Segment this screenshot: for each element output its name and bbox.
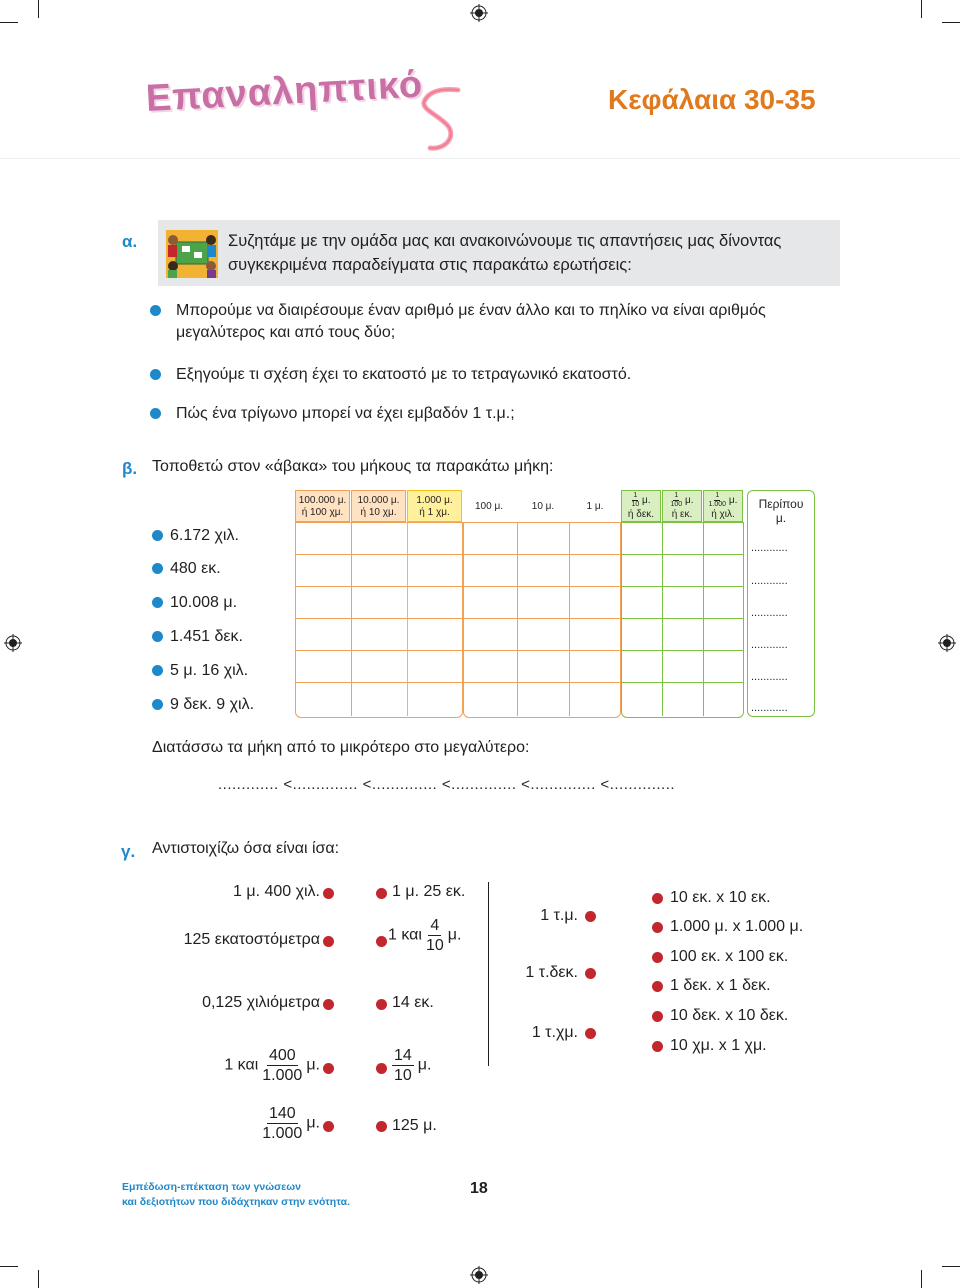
approx-blank[interactable]: ............ bbox=[751, 671, 788, 683]
bullet-icon bbox=[152, 530, 163, 541]
registration-mark-icon bbox=[470, 4, 488, 22]
abacus-header: 1 μ. bbox=[569, 490, 621, 522]
bullet-icon bbox=[150, 369, 161, 380]
abacus-header: 1.000 μ. ή 1 χμ. bbox=[407, 490, 462, 522]
crop-line bbox=[38, 0, 39, 18]
match-dot[interactable] bbox=[652, 952, 663, 963]
match-dot[interactable] bbox=[376, 888, 387, 899]
crop-line bbox=[921, 0, 922, 18]
match-item[interactable]: 1.000 μ. x 1.000 μ. bbox=[670, 918, 804, 935]
footer-line: Εμπέδωση-επέκταση των γνώσεων bbox=[122, 1181, 301, 1193]
match-item[interactable]: 125 εκατοστόμετρα bbox=[183, 931, 320, 948]
section-c-title: Αντιστοιχίζω όσα είναι ίσα: bbox=[152, 840, 340, 857]
approx-header: Περίπου μ. bbox=[747, 490, 815, 530]
abacus-header: 10.000 μ. ή 10 χμ. bbox=[351, 490, 406, 522]
match-dot[interactable] bbox=[376, 1063, 387, 1074]
abacus-body-units bbox=[463, 522, 621, 718]
abacus-header: 10 μ. bbox=[517, 490, 569, 522]
abacus-header: $\frac{1}{10}$ μ. ή δεκ. bbox=[621, 490, 661, 522]
match-item[interactable]: 10 δεκ. x 10 δεκ. bbox=[670, 1007, 789, 1024]
match-item[interactable]: 1 δεκ. x 1 δεκ. bbox=[670, 977, 771, 994]
abacus-body-green bbox=[621, 522, 744, 718]
footer-line: και δεξιοτήτων που διδάχτηκαν στην ενότητα. bbox=[122, 1196, 350, 1208]
order-instruction: Διατάσσω τα μήκη από το μικρότερο στο μεγαλύτερο: bbox=[152, 739, 530, 756]
approx-blank[interactable]: ............ bbox=[751, 575, 788, 587]
match-dot[interactable] bbox=[652, 1011, 663, 1022]
approx-body bbox=[747, 530, 815, 717]
match-item[interactable]: 100 εκ. x 100 εκ. bbox=[670, 948, 789, 965]
abacus-body-orange bbox=[295, 522, 463, 718]
match-dot[interactable] bbox=[585, 1028, 596, 1039]
length-abacus bbox=[295, 490, 817, 720]
match-item[interactable]: 10 εκ. x 10 εκ. bbox=[670, 889, 771, 906]
discussion-intro: Συζητάμε με την ομάδα μας και ανακοινώνουμε τις απαντήσεις μας δίνοντας συγκεκριμένα παραδείγματα στις παρακάτω ερωτήσεις: bbox=[228, 232, 782, 274]
bullet-icon bbox=[150, 408, 161, 419]
match-dot[interactable] bbox=[323, 999, 334, 1010]
question-text: Μπορούμε να διαιρέσουμε έναν αριθμό με έναν άλλο και το πηλίκο να είναι αριθμός μεγαλύτερος και από τους δύο; bbox=[176, 302, 766, 341]
match-item[interactable]: 1 και $\frac{4}{10}$ μ. bbox=[388, 917, 462, 954]
match-dot[interactable] bbox=[323, 936, 334, 947]
page-title: Επαναληπτικό bbox=[144, 63, 425, 120]
section-b-label: β. bbox=[122, 459, 138, 478]
match-item[interactable]: $\frac{140}{1.000}$ μ. bbox=[262, 1105, 320, 1142]
divider bbox=[0, 158, 960, 159]
crop-line bbox=[38, 1270, 39, 1288]
crop-line bbox=[942, 22, 960, 23]
match-item[interactable]: 10 χμ. x 1 χμ. bbox=[670, 1037, 767, 1054]
abacus-header: $\frac{1}{1.000}$ μ. ή χιλ. bbox=[703, 490, 743, 522]
match-dot[interactable] bbox=[652, 981, 663, 992]
section-a-label: α. bbox=[122, 232, 138, 251]
abacus-header: 100 μ. bbox=[463, 490, 515, 522]
match-item[interactable]: 14 εκ. bbox=[392, 994, 434, 1011]
match-item[interactable]: 0,125 χιλιόμετρα bbox=[202, 994, 320, 1011]
match-item[interactable]: 1 μ. 400 χιλ. bbox=[233, 883, 320, 900]
match-dot[interactable] bbox=[585, 911, 596, 922]
match-item[interactable]: $\frac{14}{10}$ μ. bbox=[394, 1047, 432, 1084]
registration-mark-icon bbox=[470, 1266, 488, 1284]
approx-blank[interactable]: ............ bbox=[751, 639, 788, 651]
bullet-icon bbox=[152, 665, 163, 676]
approx-blank[interactable]: ............ bbox=[751, 702, 788, 714]
footer-note bbox=[122, 1180, 350, 1210]
crop-line bbox=[921, 1270, 922, 1288]
group-discussion-icon bbox=[166, 230, 218, 278]
page-number: 18 bbox=[470, 1180, 488, 1197]
crop-line bbox=[942, 1266, 960, 1267]
match-item[interactable]: 125 μ. bbox=[392, 1117, 437, 1134]
question-text: Πώς ένα τρίγωνο μπορεί να έχει εμβαδόν 1 τ.μ.; bbox=[176, 405, 515, 422]
match-dot[interactable] bbox=[376, 999, 387, 1010]
approx-blank[interactable]: ............ bbox=[751, 542, 788, 554]
match-dot[interactable] bbox=[652, 893, 663, 904]
match-dot[interactable] bbox=[323, 1063, 334, 1074]
question-text: Εξηγούμε τι σχέση έχει το εκατοστό με το τετραγωνικό εκατοστό. bbox=[176, 366, 632, 383]
approx-blank[interactable]: ............ bbox=[751, 607, 788, 619]
match-dot[interactable] bbox=[323, 1121, 334, 1132]
bullet-icon bbox=[152, 563, 163, 574]
match-item[interactable]: 1 τ.χμ. bbox=[531, 1024, 578, 1041]
match-dot[interactable] bbox=[376, 1121, 387, 1132]
match-item[interactable]: 1 και $\frac{400}{1.000}$ μ. bbox=[224, 1047, 320, 1084]
section-c-label: γ. bbox=[121, 842, 136, 861]
match-dot[interactable] bbox=[376, 936, 387, 947]
match-dot[interactable] bbox=[652, 922, 663, 933]
order-blanks[interactable]: ............. <.............. <.............. <.............. <.............. <.............. bbox=[218, 776, 676, 793]
bullet-icon bbox=[152, 631, 163, 642]
bullet-icon bbox=[152, 699, 163, 710]
chapters-title: Κεφάλαια 30-35 bbox=[608, 84, 816, 115]
divider-line bbox=[488, 882, 489, 1066]
registration-mark-icon bbox=[4, 634, 22, 652]
match-item[interactable]: 1 τ.μ. bbox=[540, 907, 578, 924]
match-dot[interactable] bbox=[323, 888, 334, 899]
match-item[interactable]: 1 τ.δεκ. bbox=[525, 964, 578, 981]
crop-line bbox=[0, 1266, 18, 1267]
abacus-header: 100.000 μ. ή 100 χμ. bbox=[295, 490, 350, 522]
match-dot[interactable] bbox=[652, 1041, 663, 1052]
section-b-title: Τοποθετώ στον «άβακα» του μήκους τα παρακάτω μήκη: bbox=[152, 458, 554, 475]
chapter-number-5 bbox=[410, 80, 470, 165]
match-dot[interactable] bbox=[585, 968, 596, 979]
bullet-icon bbox=[150, 305, 161, 316]
bullet-icon bbox=[152, 597, 163, 608]
registration-mark-icon bbox=[938, 634, 956, 652]
match-item[interactable]: 1 μ. 25 εκ. bbox=[392, 883, 466, 900]
crop-line bbox=[0, 22, 18, 23]
abacus-header: $\frac{1}{100}$ μ. ή εκ. bbox=[662, 490, 702, 522]
